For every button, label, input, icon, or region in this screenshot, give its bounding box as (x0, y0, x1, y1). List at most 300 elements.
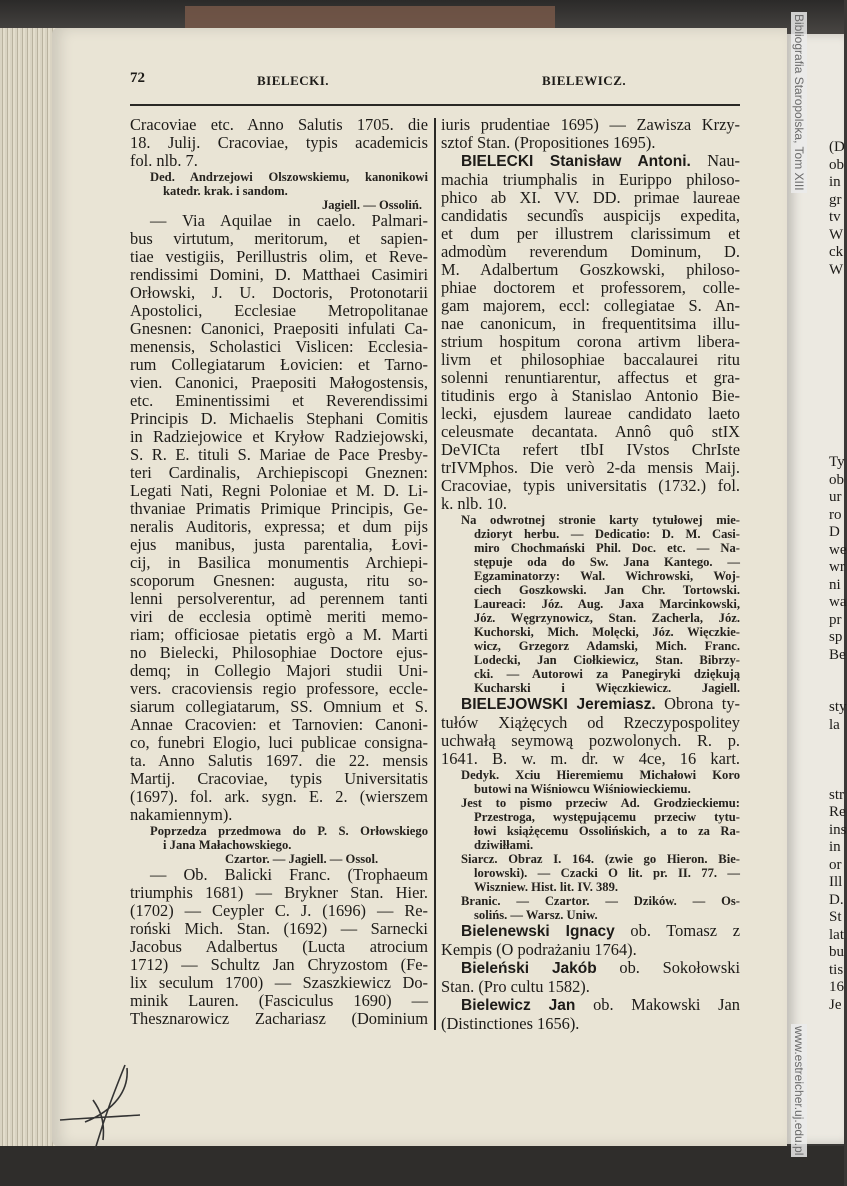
line-text: gam majorem, eccl: collegiatae S. An- (441, 296, 740, 315)
line-text: Jest to pismo przeciw Ad. Grodzieckiemu: (461, 796, 740, 810)
text-line (130, 1010, 428, 1028)
line-text: teri Cardinalis, Archiepiscopi Gneznen: (130, 463, 428, 482)
text-line (130, 284, 428, 302)
line-text: ob. Makowski Jan (575, 995, 740, 1014)
text-line (441, 611, 740, 625)
text-line (441, 527, 740, 541)
line-text: solenni renuntiarentur, affectus et gra- (441, 368, 740, 387)
facing-page-fragment (787, 297, 844, 315)
text-line (130, 482, 428, 500)
text-line (130, 572, 428, 590)
text-line (441, 681, 740, 695)
line-text: rum Collegiatarum Łovicien: et Tarno- (130, 355, 428, 374)
text-line (441, 838, 740, 852)
annotation-note (441, 513, 740, 695)
annotation-note (441, 796, 740, 852)
text-line (441, 152, 740, 171)
text-line (441, 810, 740, 824)
text-line (441, 750, 740, 768)
line-text: Na odwrotnej stronie karty tytułowej mie- (461, 513, 740, 527)
line-text: sztof Stan. (Propositiones 1695). (441, 133, 656, 152)
facing-page-fragment (787, 384, 844, 402)
line-text: Obrona ty- (655, 694, 741, 713)
facing-page-fragment: ur (829, 489, 842, 505)
text-line (441, 978, 740, 996)
line-text: (1697). fol. ark. sygn. E. 2. (wierszem (130, 787, 428, 806)
entry-heading: Bielenewski Ignacy (461, 923, 615, 940)
line-text: 18. Julij. Cracoviae, typis academicis (130, 133, 428, 152)
line-text: M. Adalbertum Goszkowski, philoso- (441, 260, 740, 279)
text-line (130, 392, 428, 410)
annotation-note (130, 852, 428, 866)
text-line (130, 852, 428, 866)
text-line (130, 608, 428, 626)
left-running-head: BIELECKI. (257, 73, 330, 88)
text-line (130, 938, 428, 956)
facing-page-fragment: we (829, 541, 847, 558)
text-line (441, 477, 740, 495)
line-text: nakamiennym). (130, 805, 233, 824)
line-text: Cracoviae, typis universitatis (1732.) fol. (441, 476, 740, 495)
facing-page-fragment: ob (829, 471, 844, 488)
line-text: in Radziejowice et Kryłow Radziejowski, (130, 427, 428, 446)
text-line (130, 824, 428, 838)
text-line (441, 243, 740, 261)
facing-page-fragment: pr (829, 611, 842, 628)
text-line (441, 880, 740, 894)
watermark-title: Bibliografia Staropolska, Tom XIII (792, 14, 806, 191)
line-text: (1702) — Ceypler C. J. (1696) — Re- (130, 901, 428, 920)
facing-page-fragment: ck (829, 244, 844, 260)
line-text: dzioryt herbu. — Dedicatio: D. M. Casi- (474, 527, 740, 541)
line-text: Józ. Węgrzynowicz, Stan. Zacherla, Józ. (474, 611, 740, 625)
line-text: 1641. B. w. m. dr. w 4ce, 16 kart. (441, 749, 740, 768)
text-line (441, 824, 740, 838)
entry-heading: Bieleński Jakób (461, 960, 597, 977)
facing-page-fragment: Je (829, 996, 842, 1013)
facing-page-fragment: tis (829, 961, 844, 978)
facing-page-fragment: Ty (829, 454, 845, 470)
facing-page-fragment: W (829, 226, 844, 243)
line-text: stępuje oda do Sw. Jana Kantego. — (474, 555, 740, 569)
line-text: Czartor. — Jagiell. — Ossol. (225, 852, 379, 866)
line-text: dziwiłłami. (474, 838, 534, 852)
line-text: vers. cracoviensis regio professore, eccle- (130, 679, 428, 698)
facing-page-fragment: ob (829, 156, 844, 173)
text-paragraph (130, 116, 428, 170)
text-line (441, 894, 740, 908)
line-text: machia triumphalis in Eurippo philoso- (441, 170, 740, 189)
text-line (441, 405, 740, 423)
facing-page-fragment (787, 402, 844, 420)
text-line (441, 279, 740, 297)
text-line (130, 248, 428, 266)
facing-page-fragment: sp (829, 629, 843, 645)
line-text: Lodecki, Jan Ciołkiewicz, Stan. Bibrzy- (474, 653, 740, 667)
facing-page-fragment: St (829, 909, 842, 925)
text-line (130, 992, 428, 1010)
line-text: Cracoviae etc. Anno Salutis 1705. die (130, 115, 428, 134)
line-text: Jagiell. — Ossoliń. (321, 198, 422, 212)
line-text: lorowski). — Czacki O lit. pr. II. 77. — (474, 866, 740, 880)
text-line (441, 569, 740, 583)
text-line (441, 866, 740, 880)
text-line (441, 116, 740, 134)
line-text: k. nlb. 10. (441, 494, 508, 513)
text-line (441, 555, 740, 569)
facing-page-fragment: sty (829, 699, 847, 715)
facing-page-fragment: ins (829, 821, 847, 838)
facing-page-fragment: D. (829, 891, 844, 908)
line-text: — Ob. Balicki Franc. (Trophaeum (150, 865, 428, 884)
facing-page-fragment: la (829, 716, 840, 733)
facing-page-fragment (787, 349, 844, 367)
text-line (441, 171, 740, 189)
line-text: DeVICta refert tIbI IVstos ChrIste (441, 440, 740, 459)
text-line (441, 732, 740, 750)
text-line (441, 625, 740, 639)
line-text: Kempis (O podrażaniu 1764). (441, 940, 637, 959)
text-line (130, 212, 428, 230)
facing-page-fragment (787, 279, 844, 297)
line-text: Orłowski, J. U. Doctoris, Protonotarii (130, 283, 428, 302)
facing-page-fragment (787, 664, 844, 682)
text-line (130, 446, 428, 464)
line-text: Branic. — Czartor. — Dzików. — Os- (461, 894, 740, 908)
text-line (441, 423, 740, 441)
line-text: iuris prudentiae 1695) — Zawisza Krzy- (441, 115, 740, 134)
text-line (130, 518, 428, 536)
text-line (130, 554, 428, 572)
bibliography-entry (441, 996, 740, 1033)
line-text: strium hospitum corona artivm libera- (441, 332, 740, 351)
text-line (130, 230, 428, 248)
right-column (441, 116, 740, 1033)
line-text: neralis Auditoris, expressa; et dum pijs (130, 517, 428, 536)
line-text: Martij. Cracoviae, typis Universitatis (130, 769, 428, 788)
text-line (130, 184, 428, 198)
line-text: i Jana Małachowskiego. (163, 838, 292, 852)
text-line (130, 662, 428, 680)
text-line (130, 134, 428, 152)
facing-page-fragment: W (829, 261, 844, 278)
text-line (441, 653, 740, 667)
facing-page-fragment: in (829, 174, 841, 190)
line-text: cki. — Autorowi za Panegiryki dziękują (474, 667, 740, 681)
facing-page-fragment (787, 314, 844, 332)
line-text: roński Mich. Stan. (1692) — Sarnecki (130, 919, 428, 938)
text-line (130, 626, 428, 644)
text-line (441, 387, 740, 405)
line-text: butowi na Wiśniowcu Wiśniowieckiemu. (474, 782, 691, 796)
text-line (130, 974, 428, 992)
line-text: demq; in Collegio Majori studii Uni- (130, 661, 428, 680)
facing-page (787, 34, 847, 1144)
line-text: thvaniae Primatis Primique Principis, Ge- (130, 499, 428, 518)
line-text: Kucharski i Więczkiewicz. Jagiell. (474, 681, 740, 695)
line-text: triumphis 1681) — Brykner Stan. Hier. (130, 883, 428, 902)
facing-page-fragment: or (829, 856, 842, 873)
facing-page-fragment: Re (829, 804, 846, 820)
line-text: miro Chochmański Phil. Doc. etc. — Na- (474, 541, 740, 555)
bibliography-entry (441, 922, 740, 959)
line-text: ta. Anno Salutis 1697. die 22. mensis (130, 751, 428, 770)
line-text: vien. Canonici, Praepositi Małogostensis, (130, 373, 428, 392)
text-line (441, 667, 740, 681)
text-line (441, 959, 740, 978)
text-line (441, 1015, 740, 1033)
text-line (441, 459, 740, 477)
watermark-url[interactable]: www.estreicher.uj.edu.pl (792, 1026, 806, 1156)
facing-page-fragment (787, 734, 844, 752)
text-line (441, 207, 740, 225)
text-paragraph (130, 212, 428, 824)
page-number: 72 (130, 70, 145, 86)
text-line (441, 796, 740, 810)
line-text: Principis D. Michaelis Stephani Comitis (130, 409, 428, 428)
line-text: solińs. — Warsz. Uniw. (474, 908, 598, 922)
facing-page-fragment: gr (829, 191, 842, 208)
text-line (441, 513, 740, 527)
facing-page-fragment: bu (829, 944, 844, 960)
text-line (441, 441, 740, 459)
text-line (130, 698, 428, 716)
line-text: Przestroga, występującemu przeciw tytu- (474, 810, 740, 824)
column-divider (434, 118, 436, 1030)
line-text: fol. nlb. 7. (130, 151, 198, 170)
text-line (441, 996, 740, 1015)
text-line (130, 320, 428, 338)
text-line (441, 189, 740, 207)
line-text: tiae vestigiis, Perillustris olim, et Reve- (130, 247, 428, 266)
line-text: titudinis ergo à Stanislao Antonio Bie- (441, 386, 740, 405)
bibliography-entry (441, 152, 740, 513)
line-text: ciech Goszkowski. Jan Chr. Tortowski. (474, 583, 740, 597)
text-line (441, 852, 740, 866)
header-rule (130, 104, 740, 106)
text-line (130, 500, 428, 518)
text-line (441, 922, 740, 941)
handwritten-signature (55, 1060, 145, 1155)
text-line (130, 644, 428, 662)
text-line (441, 782, 740, 796)
facing-page-fragment: Ill (829, 874, 843, 890)
line-text: Thesznarowicz Zachariasz (Dominium (130, 1009, 428, 1028)
line-text: livm et philosophiae baccalaurei ritu (441, 350, 740, 369)
line-text: bus virtutum, meritorum, et sapien- (130, 229, 428, 248)
text-line (130, 920, 428, 938)
text-line (130, 428, 428, 446)
line-text: lix seculum 1700) — Szaszkiewicz Do- (130, 973, 428, 992)
text-line (130, 884, 428, 902)
left-column (130, 116, 428, 1028)
text-line (441, 768, 740, 782)
line-text: Siarcz. Obraz I. 164. (zwie go Hieron. Bie- (461, 852, 740, 866)
text-line (130, 198, 428, 212)
text-line (441, 597, 740, 611)
line-text: phiae doctorem et professorem, colle- (441, 278, 740, 297)
text-line (441, 908, 740, 922)
text-line (441, 369, 740, 387)
annotation-note (130, 824, 428, 852)
facing-page-fragment (787, 419, 844, 437)
line-text: Ded. Andrzejowi Olszowskiemu, kanonikowi (150, 170, 428, 184)
line-text: co, funebri Elogio, luci publicae consigna- (130, 733, 428, 752)
line-text: ob. Tomasz z (614, 921, 741, 940)
annotation-note (130, 198, 428, 212)
text-line (441, 583, 740, 597)
line-text: candidatis secundîs auspicijs expedita, (441, 206, 740, 225)
text-line (130, 374, 428, 392)
entry-heading: BIELECKI Stanisław Antoni. (461, 153, 691, 170)
facing-page-fragment: wr (829, 559, 845, 575)
line-text: Dedyk. Xciu Hieremiemu Michałowi Koro (461, 768, 740, 782)
text-line (130, 866, 428, 884)
text-line (130, 902, 428, 920)
text-paragraph (130, 866, 428, 1028)
line-text: lenni persolverentur, ad perennem tanti (130, 589, 428, 608)
text-line (130, 734, 428, 752)
line-text: nae canonicum, in frequentitsima illu- (441, 314, 740, 333)
line-text: phico ab XI. VV. DD. primae laureae (441, 188, 740, 207)
line-text: Gnesnen: Canonici, Praepositi infulati Ca- (130, 319, 428, 338)
line-text: celeusmate decantata. Annô quô stIX (441, 422, 740, 441)
line-text: no Bielecki, Philosophiae Doctore ejus- (130, 643, 428, 662)
text-line (441, 225, 740, 243)
bibliography-entry (441, 959, 740, 996)
line-text: lecki, ejusdem laureae candidato laeto (441, 404, 740, 423)
text-line (441, 134, 740, 152)
line-text: Egzaminatorzy: Wal. Wichrowski, Woj- (474, 569, 740, 583)
text-line (130, 266, 428, 284)
facing-page-fragment (787, 682, 844, 700)
line-text: Jacobus Adalbertus (Lucta atrocium (130, 937, 428, 956)
facing-page-fragment: 16 (829, 979, 844, 995)
line-text: ejus manibus, justa parentalia, Łovi- (130, 535, 428, 554)
line-text: viri de ecclesia optimè meriti memo- (130, 607, 428, 626)
facing-page-fragment (787, 332, 844, 350)
line-text: tułów Xiążęcych od Rzeczypospolitey (441, 713, 740, 732)
entry-heading: BIELEJOWSKI Jeremiasz. (461, 696, 656, 713)
text-line (130, 770, 428, 788)
text-line (441, 333, 740, 351)
page-edges (0, 28, 60, 1148)
line-text: Nau- (690, 151, 740, 170)
facing-page-fragment: ni (829, 576, 841, 593)
line-text: Apostolici, Ecclesiae Metropolitanae (130, 301, 428, 320)
text-line (130, 152, 428, 170)
text-line (130, 680, 428, 698)
facing-page-fragment: lat (829, 926, 844, 943)
line-text: 1712) — Schultz Jan Chryzostom (Fe- (130, 955, 428, 974)
text-line (441, 639, 740, 653)
line-text: admodùm reverendum Dominum, D. (441, 242, 740, 261)
text-line (441, 714, 740, 732)
line-text: et dum per illustrem clarissimum et (441, 224, 740, 243)
text-line (130, 116, 428, 134)
line-text: katedr. krak. i sandom. (163, 184, 288, 198)
bibliography-entry (441, 695, 740, 768)
line-text: siarum collegiatarum, SS. Omnium et S. (130, 697, 428, 716)
text-line (441, 941, 740, 959)
text-line (130, 590, 428, 608)
text-line (130, 338, 428, 356)
line-text: cij, in Basilica monumentis Archiepi- (130, 553, 428, 572)
line-text: Kuchorski, Mich. Molęcki, Józ. Więczkie- (474, 625, 740, 639)
text-line (130, 464, 428, 482)
text-line (130, 410, 428, 428)
line-text: uchwałą seymową pozwolonych. R. p. (441, 731, 740, 750)
line-text: etc. Eminentissimi et Reverendissimi (130, 391, 428, 410)
right-running-head: BIELEWICZ. (542, 73, 627, 88)
annotation-note (441, 852, 740, 894)
line-text: Legati Nati, Regni Poloniae et M. D. Li- (130, 481, 428, 500)
annotation-note (441, 894, 740, 922)
facing-page-fragment: in (829, 839, 841, 855)
line-text: wicz, Grzegorz Adamski, Mich. Franc. (474, 639, 740, 653)
text-paragraph (441, 116, 740, 152)
line-text: riam; officiosae pietatis ergò a M. Marti (130, 625, 428, 644)
text-line (130, 170, 428, 184)
facing-page-fragment: (D (829, 139, 845, 155)
text-line (441, 695, 740, 714)
line-text: trIVMphos. Die verò 2-da mensis Maij. (441, 458, 740, 477)
facing-page-fragment (787, 769, 844, 787)
line-text: ob. Sokołowski (596, 958, 740, 977)
text-line (130, 956, 428, 974)
line-text: Poprzedza przedmowa do P. S. Orłowskiego (150, 824, 428, 838)
text-line (130, 716, 428, 734)
annotation-note (130, 170, 428, 198)
text-line (130, 838, 428, 852)
text-line (441, 297, 740, 315)
line-text: S. R. E. tituli S. Mariae de Pace Presby- (130, 445, 428, 464)
line-text: Annae Cracovien: et Tarnovien: Canoni- (130, 715, 428, 734)
entry-heading: Bielewicz Jan (461, 997, 576, 1014)
line-text: Wiszniew. Hist. lit. IV. 389. (474, 880, 619, 894)
text-line (130, 356, 428, 374)
line-text: Laureaci: Józ. Aug. Jaxa Marcinkowski, (474, 597, 740, 611)
text-line (441, 541, 740, 555)
text-line (441, 261, 740, 279)
text-line (441, 351, 740, 369)
facing-page-fragment (787, 367, 844, 385)
line-text: scoporum Gnesnen: augusta, ritu so- (130, 571, 428, 590)
line-text: łowi książęcemu Ossolińskich, a to za Ra- (474, 824, 740, 838)
text-line (441, 495, 740, 513)
text-line (441, 315, 740, 333)
text-line (130, 302, 428, 320)
line-text: Stan. (Pro cultu 1582). (441, 977, 590, 996)
line-text: minik Lauren. (Fasciculus 1690) — (130, 991, 428, 1010)
text-line (130, 752, 428, 770)
text-line (130, 788, 428, 806)
facing-page-fragment: D (829, 524, 840, 540)
line-text: menensis, Scholastici Vislicen: Ecclesia- (130, 337, 428, 356)
facing-page-fragment: str (829, 786, 844, 803)
facing-page-fragment: tv (829, 209, 841, 225)
facing-page-fragment: ro (829, 506, 842, 523)
facing-page-fragment: Be (829, 646, 846, 663)
text-line (130, 806, 428, 824)
annotation-note (441, 768, 740, 796)
facing-page-fragment (787, 752, 844, 770)
facing-page-fragment: wa (829, 594, 847, 610)
text-line (130, 536, 428, 554)
line-text: rendissimi Domini, D. Matthaei Casimiri (130, 265, 428, 284)
line-text: (Distinctiones 1656). (441, 1014, 580, 1033)
facing-page-fragment (787, 437, 844, 455)
